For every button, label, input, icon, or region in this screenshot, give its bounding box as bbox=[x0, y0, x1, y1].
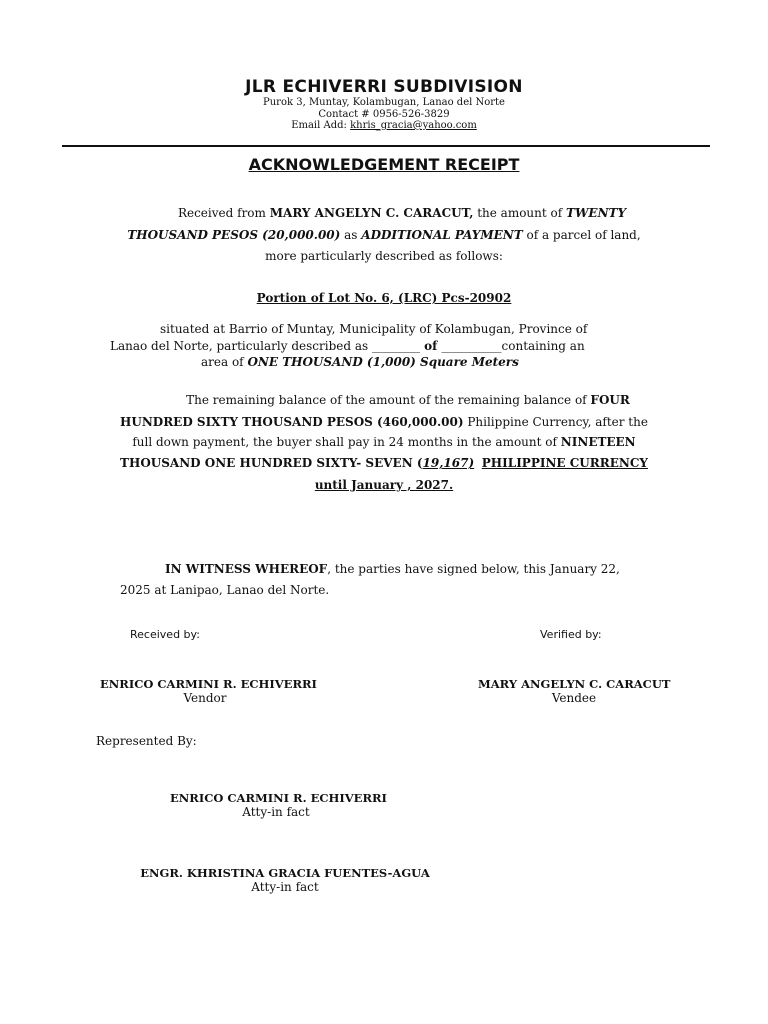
land-area: ONE THOUSAND (1,000) Square Meters bbox=[247, 355, 519, 369]
email-link[interactable]: khris_gracia@yahoo.com bbox=[350, 120, 477, 131]
vendor-signature-block bbox=[100, 677, 317, 705]
para3-line2: HUNDRED SIXTY THOUSAND PESOS (460,000.00) Philippine Currency, after the bbox=[120, 415, 648, 429]
vendee-signature-block bbox=[478, 677, 670, 705]
witness-line2: 2025 at Lanipao, Lanao del Norte. bbox=[120, 583, 330, 597]
email-label: Email Add: bbox=[291, 120, 347, 131]
vendee-name: MARY ANGELYN C. CARACUT bbox=[478, 677, 671, 691]
para2-line3: area of ONE THOUSAND (1,000) Square Meters bbox=[201, 355, 519, 369]
monthly-amount: 19,167) bbox=[422, 456, 475, 470]
document-title: ACKNOWLEDGEMENT RECEIPT bbox=[248, 155, 520, 174]
company-name: JLR ECHIVERRI SUBDIVISION bbox=[245, 77, 523, 97]
para3-line4: THOUSAND ONE HUNDRED SIXTY- SEVEN (19,167) PHILIPPINE CURRENCY bbox=[120, 456, 648, 470]
company-address: Purok 3, Muntay, Kolambugan, Lanao del Norte bbox=[263, 97, 505, 108]
represented-by-label: Represented By: bbox=[96, 734, 197, 748]
amount-words-1: TWENTY bbox=[566, 206, 627, 220]
rep2-name: ENGR. KHRISTINA GRACIA FUENTES-AGUA bbox=[140, 866, 430, 880]
rep1-name: ENRICO CARMINI R. ECHIVERRI bbox=[170, 791, 387, 805]
lot-description: Portion of Lot No. 6, (LRC) Pcs-20902 bbox=[256, 291, 512, 305]
company-email-line bbox=[0, 120, 768, 132]
remaining-balance: HUNDRED SIXTY THOUSAND PESOS (460,000.00) bbox=[120, 415, 464, 429]
para1-line2: THOUSAND PESOS (20,000.00) as ADDITIONAL PAYMENT of a parcel of land, bbox=[127, 228, 641, 242]
rep1-signature-block bbox=[170, 791, 387, 819]
payment-type: ADDITIONAL PAYMENT bbox=[361, 228, 523, 242]
verified-by-label: Verified by: bbox=[540, 628, 602, 641]
para1-line1: Received from MARY ANGELYN C. CARACUT, the amount of TWENTY bbox=[177, 206, 627, 220]
header-divider bbox=[62, 145, 710, 147]
vendor-role: Vendor bbox=[183, 691, 227, 705]
rep2-signature-block bbox=[140, 866, 430, 894]
para3-line3: full down payment, the buyer shall pay in 24 months in the amount of NINETEEN bbox=[132, 435, 636, 449]
vendee-role: Vendee bbox=[551, 691, 597, 705]
rep2-role: Atty-in fact bbox=[251, 880, 319, 894]
payer-name: MARY ANGELYN C. CARACUT, bbox=[269, 206, 474, 220]
rep1-role: Atty-in fact bbox=[242, 805, 310, 819]
witness-line1: IN WITNESS WHEREOF, the parties have signed below, this January 22, bbox=[165, 562, 620, 576]
vendor-name: ENRICO CARMINI R. ECHIVERRI bbox=[100, 677, 317, 691]
amount-words-2: THOUSAND PESOS (20,000.00) bbox=[127, 228, 341, 242]
para2-line1: situated at Barrio of Muntay, Municipality of Kolambugan, Province of bbox=[160, 322, 588, 336]
para3-line5 bbox=[0, 475, 768, 496]
para3-line1: The remaining balance of the amount of the remaining balance of FOUR bbox=[186, 393, 630, 407]
para2-line2: Lanao del Norte, particularly described as ________ of __________containing an bbox=[110, 339, 585, 353]
para1-line3: more particularly described as follows: bbox=[265, 249, 503, 263]
until-date: until January , 2027. bbox=[314, 478, 454, 492]
company-contact: Contact # 0956-526-3829 bbox=[318, 109, 450, 120]
received-by-label: Received by: bbox=[130, 628, 200, 641]
